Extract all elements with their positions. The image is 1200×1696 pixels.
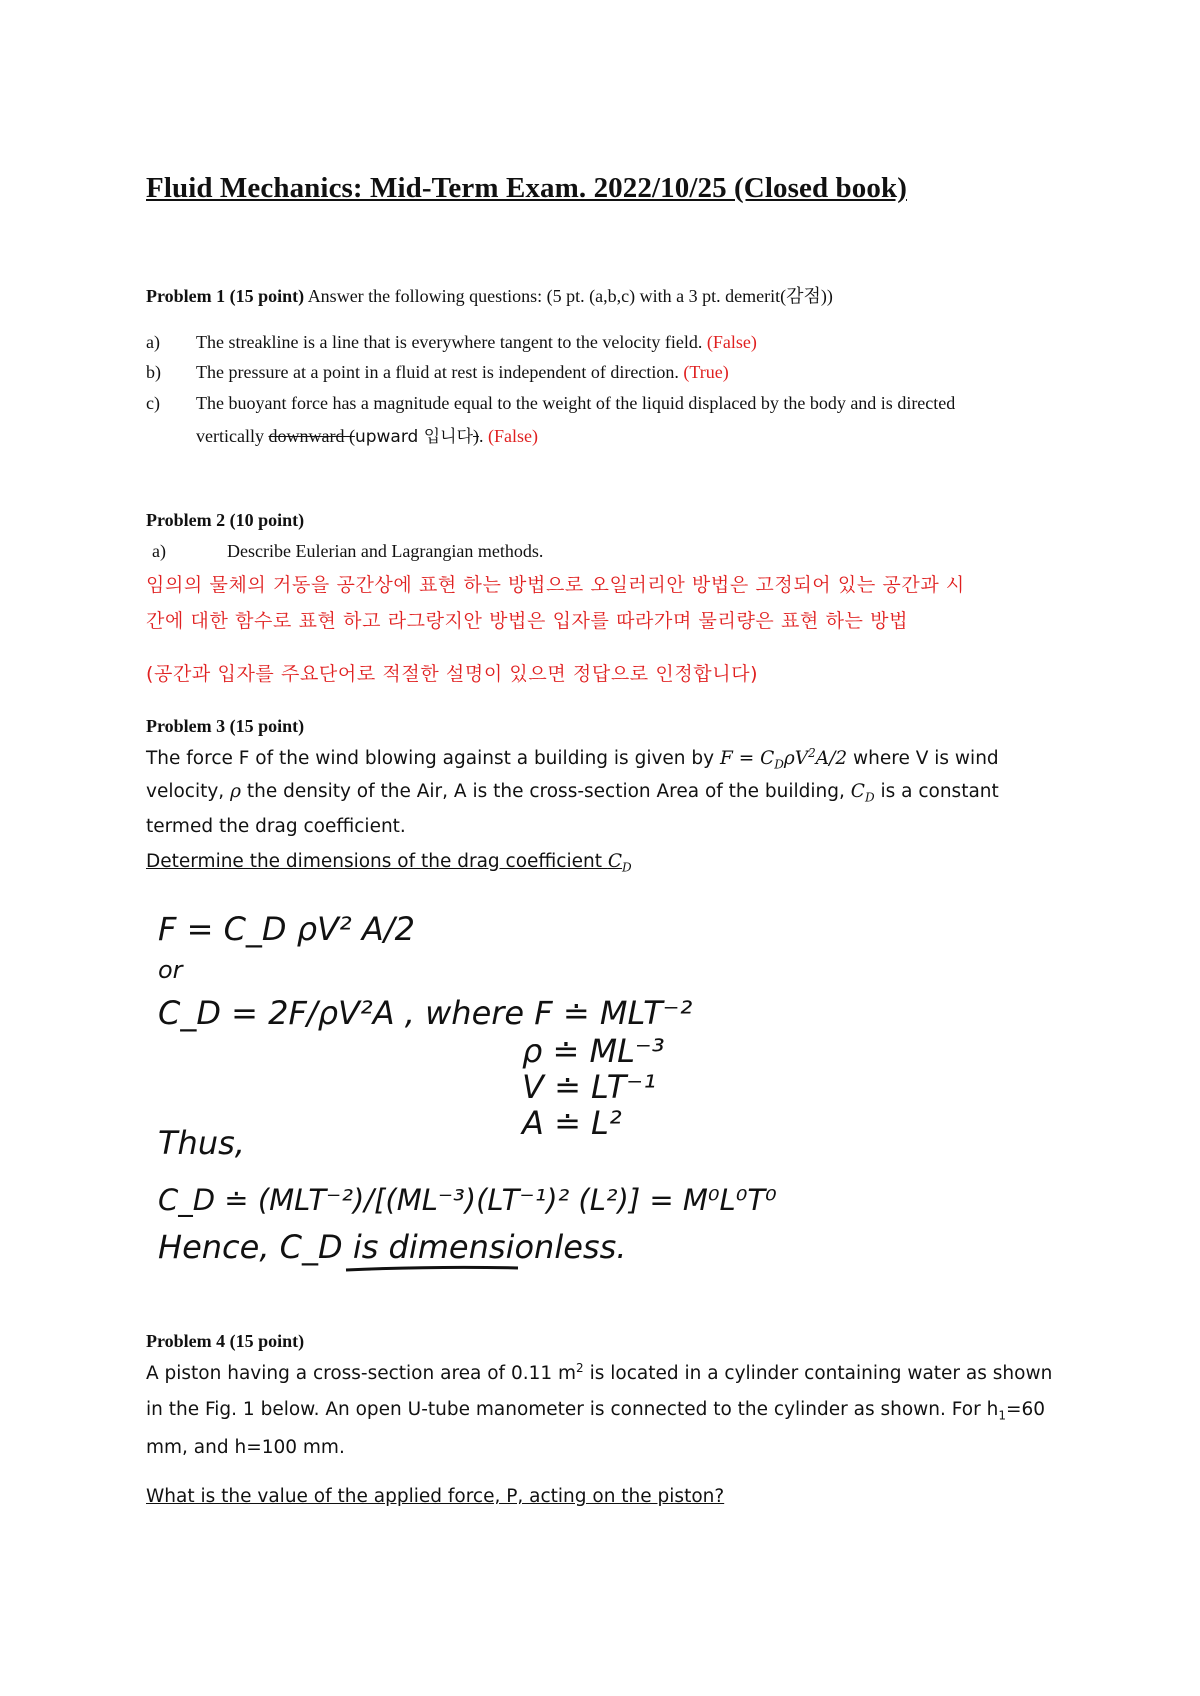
correction-text: upward 입니다 <box>354 427 473 447</box>
problem4-line1: A piston having a cross-section area of 0.11 $m^2$ is located in a cylinder containing water as shown <box>146 1361 1053 1385</box>
problem4-question: What is the value of the applied force, P, acting on the piston? <box>146 1486 725 1507</box>
solution-line7: Thus, <box>158 1124 245 1162</box>
problem1-item-c-continued <box>196 422 538 447</box>
problem2-heading-line <box>146 510 304 531</box>
solution-line1: F = C_D ρV² A/2 <box>158 910 415 948</box>
solution-line4: ρ ≐ ML⁻³ <box>522 1032 665 1070</box>
problem4-heading-line <box>146 1331 304 1352</box>
item-text: The pressure at a point in a fluid at rest is independent of direction. <box>196 362 679 382</box>
struck-word: downward ( <box>268 426 355 446</box>
problem1-instruction: Answer the following questions: (5 pt. (a,b,c) with a 3 pt. demerit(감점)) <box>307 286 833 306</box>
problem3-line2 <box>146 781 999 805</box>
problem2-answer-line2: 간에 대한 함수로 표현 하고 라그랑지안 방법은 입자를 따라가며 물리량은 표현 하는 방법 <box>146 610 909 632</box>
problem2-item-a <box>0 541 1200 567</box>
problem1-item-c <box>0 393 1200 419</box>
problem4-heading: Problem 4 (15 point) <box>146 1331 305 1351</box>
problem3-text: The force F of the wind blowing against a building is given by <box>146 748 715 770</box>
struck-paren: ) <box>473 426 479 446</box>
problem4-line3: mm, and h=100 mm. <box>146 1437 345 1458</box>
item-answer: (False) <box>488 426 538 446</box>
problem1-heading: Problem 1 <box>146 286 226 306</box>
solution-line9: Hence, C_D is dimensionless. <box>158 1228 627 1266</box>
item-answer: (True) <box>683 362 729 382</box>
problem3-heading: Problem 3 (15 point) <box>146 716 305 736</box>
problem3-text: is a constant <box>880 781 999 802</box>
item-text: The streakline is a line that is everywhere tangent to the velocity field. <box>196 332 703 352</box>
item-answer: (False) <box>706 332 757 352</box>
solution-underline <box>346 1267 518 1270</box>
item-text-cont: vertically <box>196 426 264 446</box>
problem2-grading-note: (공간과 입자를 주요단어로 적절한 설명이 있으면 정답으로 인정합니다) <box>146 663 759 685</box>
rho-symbol: ρ <box>230 781 241 802</box>
problem1-item-a <box>0 332 1200 358</box>
solution-line8: C_D ≐ (MLT⁻²)/[(ML⁻³)(LT⁻¹)² (L²)] = M⁰L⁰T⁰ <box>158 1183 777 1217</box>
item-text: Describe Eulerian and Lagrangian methods. <box>227 541 544 561</box>
problem2-answer-line1: 임의의 물체의 거동을 공간상에 표현 하는 방법으로 오일러리안 방법은 고정되어 있는 공간과 시 <box>146 574 965 596</box>
problem1-points: (15 point) <box>229 286 305 306</box>
problem1-item-b <box>0 362 1200 388</box>
problem3-line1 <box>146 746 999 772</box>
solution-line6: A ≐ L² <box>522 1104 622 1142</box>
problem3-question: Determine the dimensions of the drag coefficient $C_D$ <box>146 851 632 875</box>
problem3-text: the density of the Air, A is the cross-section Area of the building, <box>246 781 845 802</box>
problem4-line2: in the Fig. 1 below. An open U-tube manometer is connected to the cylinder as shown. For $h_1=60$ <box>146 1399 1045 1423</box>
solution-line3: C_D = 2F/ρV²A , where F ≐ MLT⁻² <box>158 994 693 1032</box>
problem3-heading-line <box>146 716 304 737</box>
exam-title: Fluid Mechanics: Mid-Term Exam. 2022/10/25 (Closed book) <box>146 172 907 204</box>
problem3-line3: termed the drag coefficient. <box>146 816 406 837</box>
problem1-heading-line <box>146 282 833 308</box>
solution-line2: or <box>158 956 183 984</box>
problem2-heading: Problem 2 (10 point) <box>146 510 305 530</box>
item-text: The buoyant force has a magnitude equal to the weight of the liquid displaced by the body and is directed <box>196 393 956 413</box>
problem3-text: where V is wind <box>853 748 999 770</box>
item-label: a) <box>146 332 160 352</box>
item-label: a) <box>152 541 166 561</box>
cd-symbol: $C_D$ <box>850 781 875 805</box>
handwritten-solution <box>148 898 788 1278</box>
problem3-text: velocity, <box>146 781 225 802</box>
item-label: b) <box>146 362 161 382</box>
item-label: c) <box>146 393 160 413</box>
solution-line5: V ≐ LT⁻¹ <box>522 1068 656 1106</box>
drag-formula: $F = C_D\rho V^2A/2$ <box>719 746 848 772</box>
item-period: . <box>479 426 484 446</box>
